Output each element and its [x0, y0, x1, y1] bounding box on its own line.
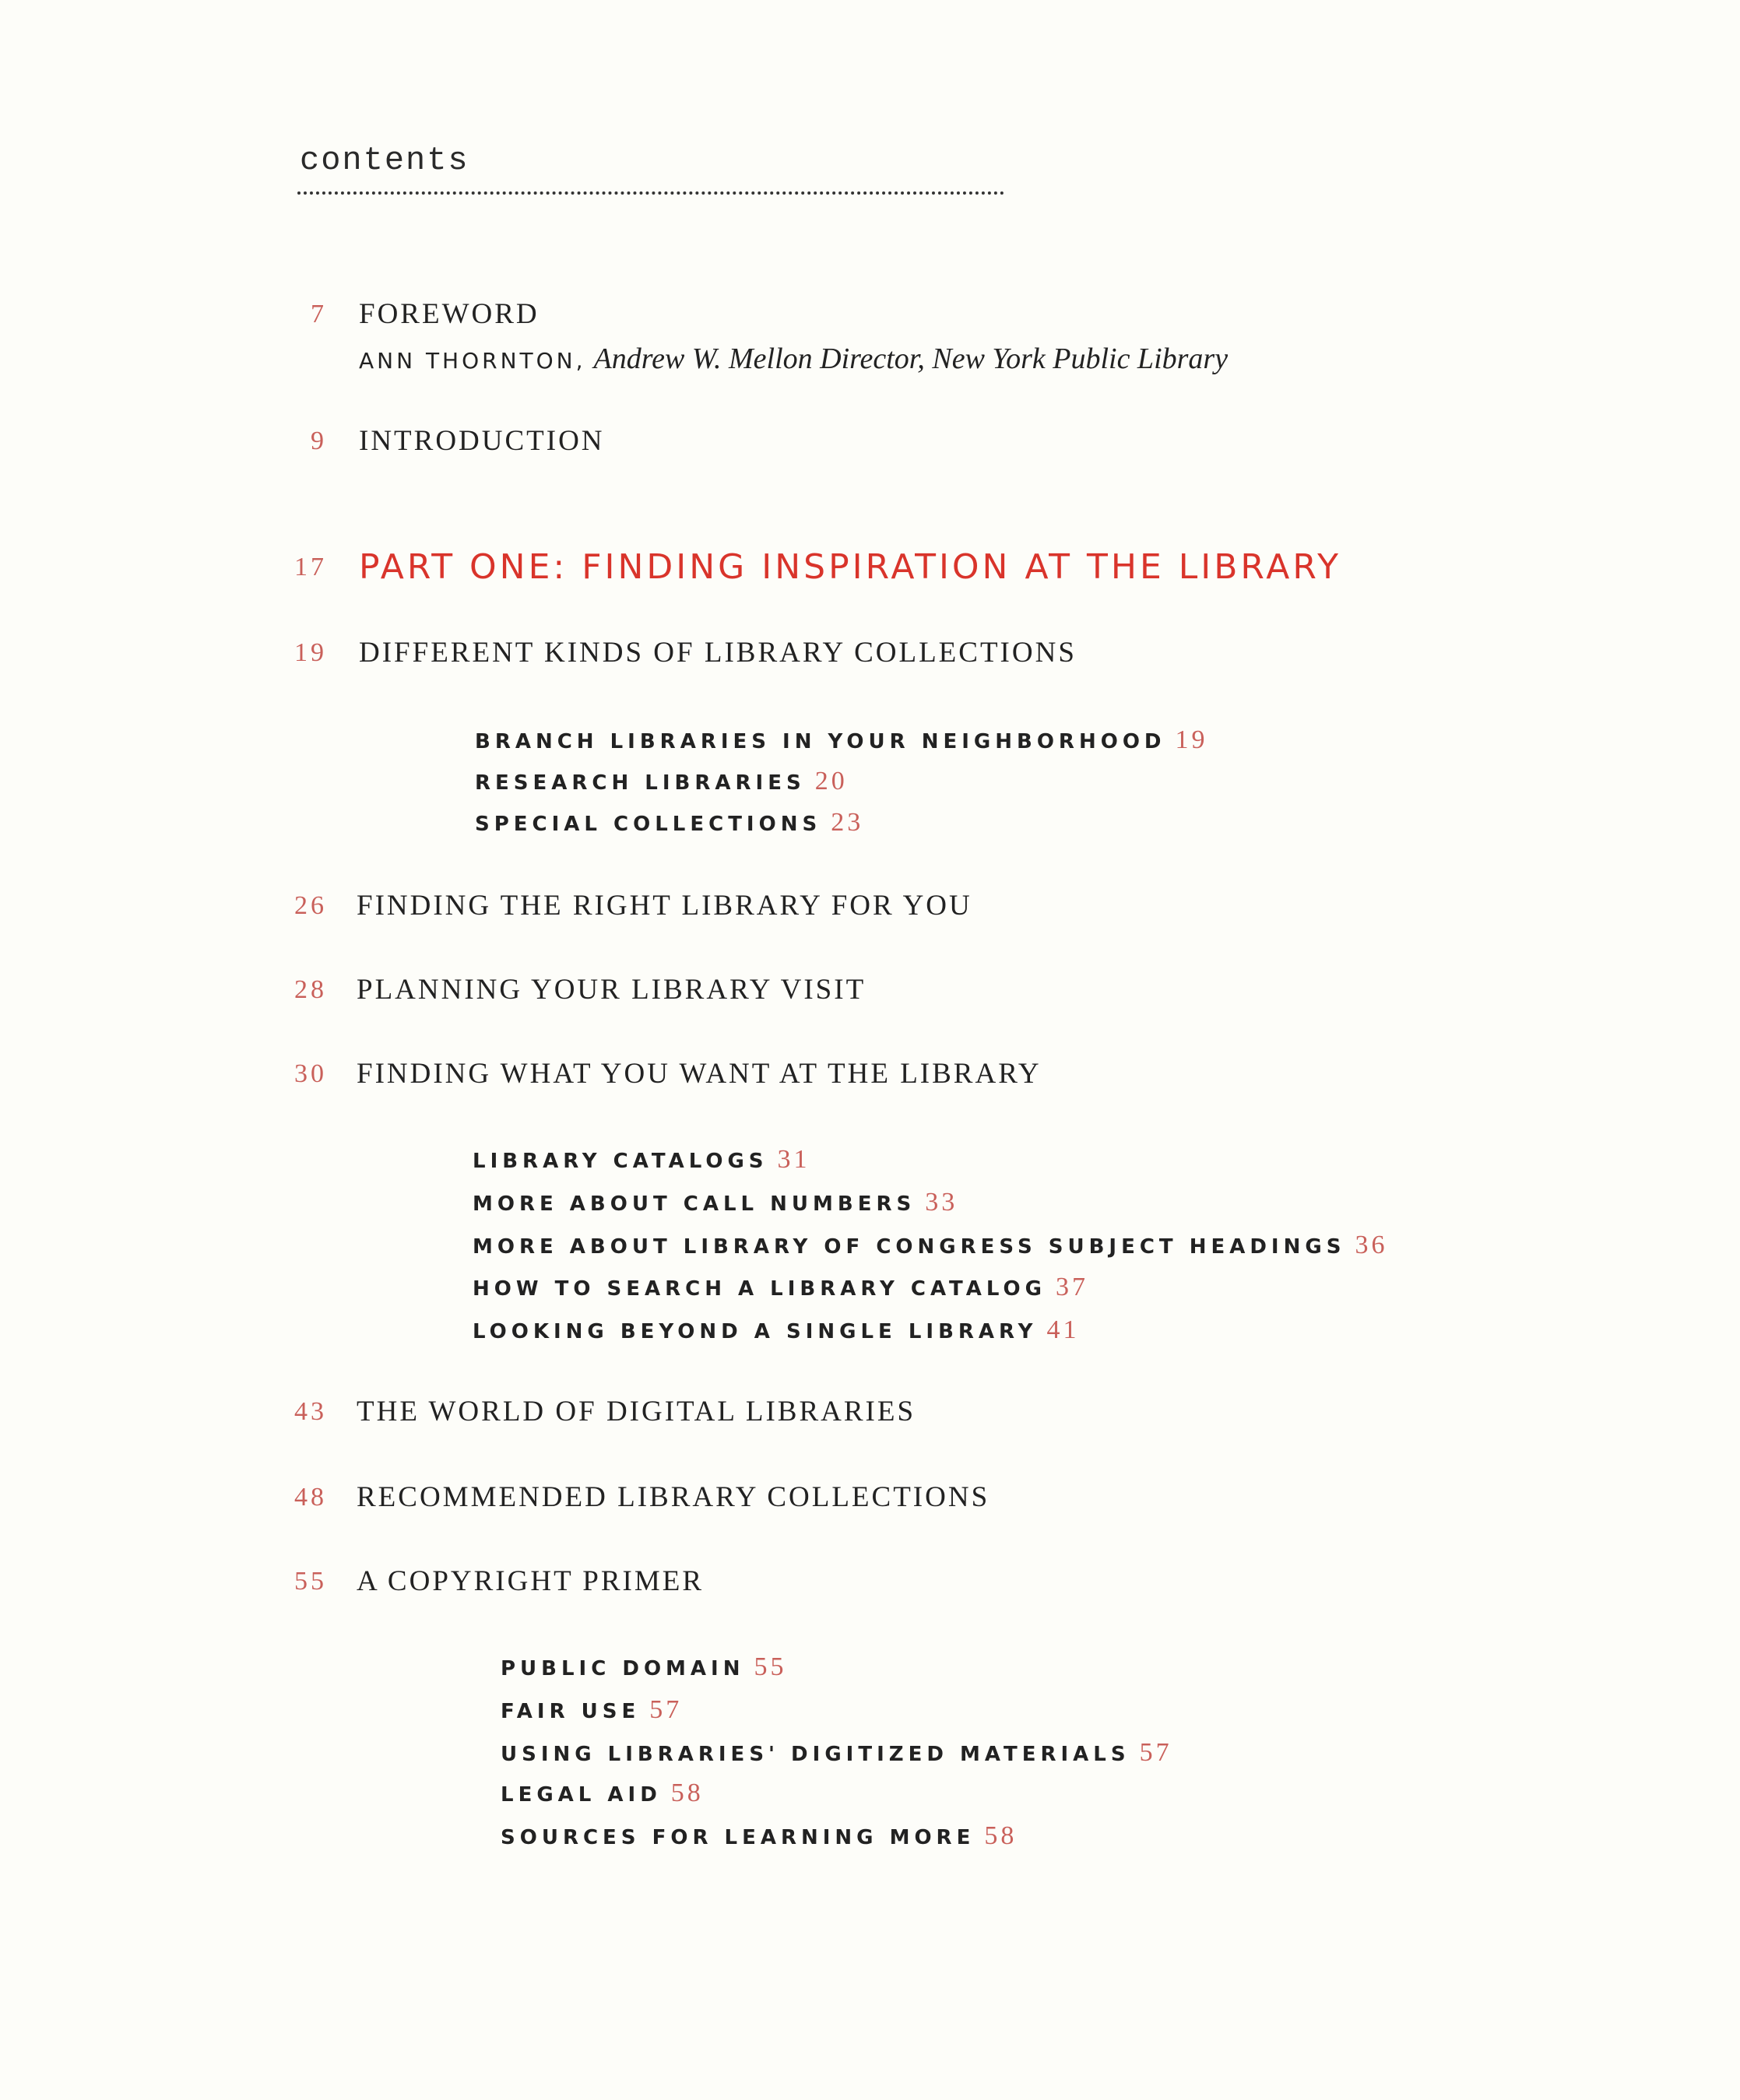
- subentry: [473, 1136, 810, 1183]
- subentry-title: LIBRARY CATALOGS: [473, 1150, 768, 1173]
- subentry-page-number: 19: [1175, 725, 1208, 754]
- foreword-byline: [359, 335, 1228, 382]
- entry-title: RECOMMENDED LIBRARY COLLECTIONS: [357, 1481, 990, 1513]
- entry-page-number: 28: [294, 975, 327, 1004]
- subentry-page-number: 55: [754, 1652, 787, 1681]
- byline-title: Andrew W. Mellon Director, New York Public Library: [593, 342, 1229, 375]
- subentry: [501, 1730, 1172, 1776]
- subentry-title: SPECIAL COLLECTIONS: [475, 813, 822, 836]
- byline-name: ANN THORNTON,: [359, 348, 586, 374]
- subentry-page-number: 23: [831, 808, 864, 837]
- subentry-page-number: 57: [649, 1695, 683, 1724]
- subentry: [501, 1687, 682, 1733]
- contents-heading: contents: [300, 142, 469, 179]
- part-heading: PART ONE: FINDING INSPIRATION AT THE LIBRARY: [359, 547, 1341, 587]
- subentry: [473, 1264, 1088, 1311]
- subentry-title: LEGAL AID: [501, 1783, 662, 1807]
- subentry: [473, 1307, 1079, 1354]
- subentry: [501, 1770, 704, 1817]
- subentry-page-number: 36: [1355, 1231, 1388, 1259]
- entry-title: FINDING THE RIGHT LIBRARY FOR YOU: [357, 890, 972, 922]
- subentry-title: RESEARCH LIBRARIES: [475, 771, 806, 795]
- subentry-title: FAIR USE: [501, 1700, 641, 1723]
- subentry: [473, 1179, 958, 1226]
- entry-page-number: 55: [294, 1567, 327, 1596]
- entry-page-number: 17: [294, 553, 327, 581]
- subentry-title: USING LIBRARIES' DIGITIZED MATERIALS: [501, 1743, 1130, 1766]
- entry-title: FOREWORD: [359, 298, 540, 330]
- entry-page-number: 26: [294, 891, 327, 920]
- entry-title: FINDING WHAT YOU WANT AT THE LIBRARY: [357, 1058, 1042, 1090]
- subentry-page-number: 20: [814, 767, 848, 795]
- subentry-page-number: 41: [1046, 1315, 1080, 1344]
- dotted-rule: [297, 191, 1004, 195]
- subentry: [475, 799, 863, 846]
- subentry: [473, 1222, 1387, 1269]
- entry-page-number: 43: [294, 1397, 327, 1426]
- subentry-title: PUBLIC DOMAIN: [501, 1657, 745, 1680]
- entry-page-number: 9: [311, 427, 327, 455]
- subentry-page-number: 57: [1139, 1738, 1172, 1767]
- entry-page-number: 7: [311, 300, 327, 328]
- subentry-page-number: 31: [777, 1145, 810, 1174]
- entry-page-number: 30: [294, 1059, 327, 1088]
- subentry-title: MORE ABOUT CALL NUMBERS: [473, 1192, 916, 1216]
- subentry: [475, 717, 1208, 764]
- entry-title: A COPYRIGHT PRIMER: [357, 1565, 705, 1597]
- entry-title: PLANNING YOUR LIBRARY VISIT: [357, 974, 866, 1006]
- subentry-title: BRANCH LIBRARIES IN YOUR NEIGHBORHOOD: [475, 730, 1166, 753]
- subentry: [501, 1644, 786, 1691]
- subentry-title: LOOKING BEYOND A SINGLE LIBRARY: [473, 1320, 1038, 1343]
- subentry-page-number: 58: [984, 1821, 1018, 1850]
- entry-page-number: 19: [294, 638, 327, 667]
- subentry-page-number: 37: [1055, 1273, 1088, 1301]
- subentry-title: MORE ABOUT LIBRARY OF CONGRESS SUBJECT HEADINGS: [473, 1235, 1346, 1259]
- entry-page-number: 48: [294, 1483, 327, 1512]
- subentry: [501, 1813, 1017, 1859]
- subentry-title: SOURCES FOR LEARNING MORE: [501, 1826, 975, 1849]
- subentry-page-number: 33: [925, 1188, 958, 1217]
- subentry-page-number: 58: [670, 1779, 704, 1807]
- subentry: [475, 758, 848, 805]
- subentry-title: HOW TO SEARCH A LIBRARY CATALOG: [473, 1277, 1046, 1301]
- entry-title: DIFFERENT KINDS OF LIBRARY COLLECTIONS: [359, 637, 1077, 669]
- entry-title: THE WORLD OF DIGITAL LIBRARIES: [357, 1396, 916, 1428]
- entry-title: INTRODUCTION: [359, 425, 605, 457]
